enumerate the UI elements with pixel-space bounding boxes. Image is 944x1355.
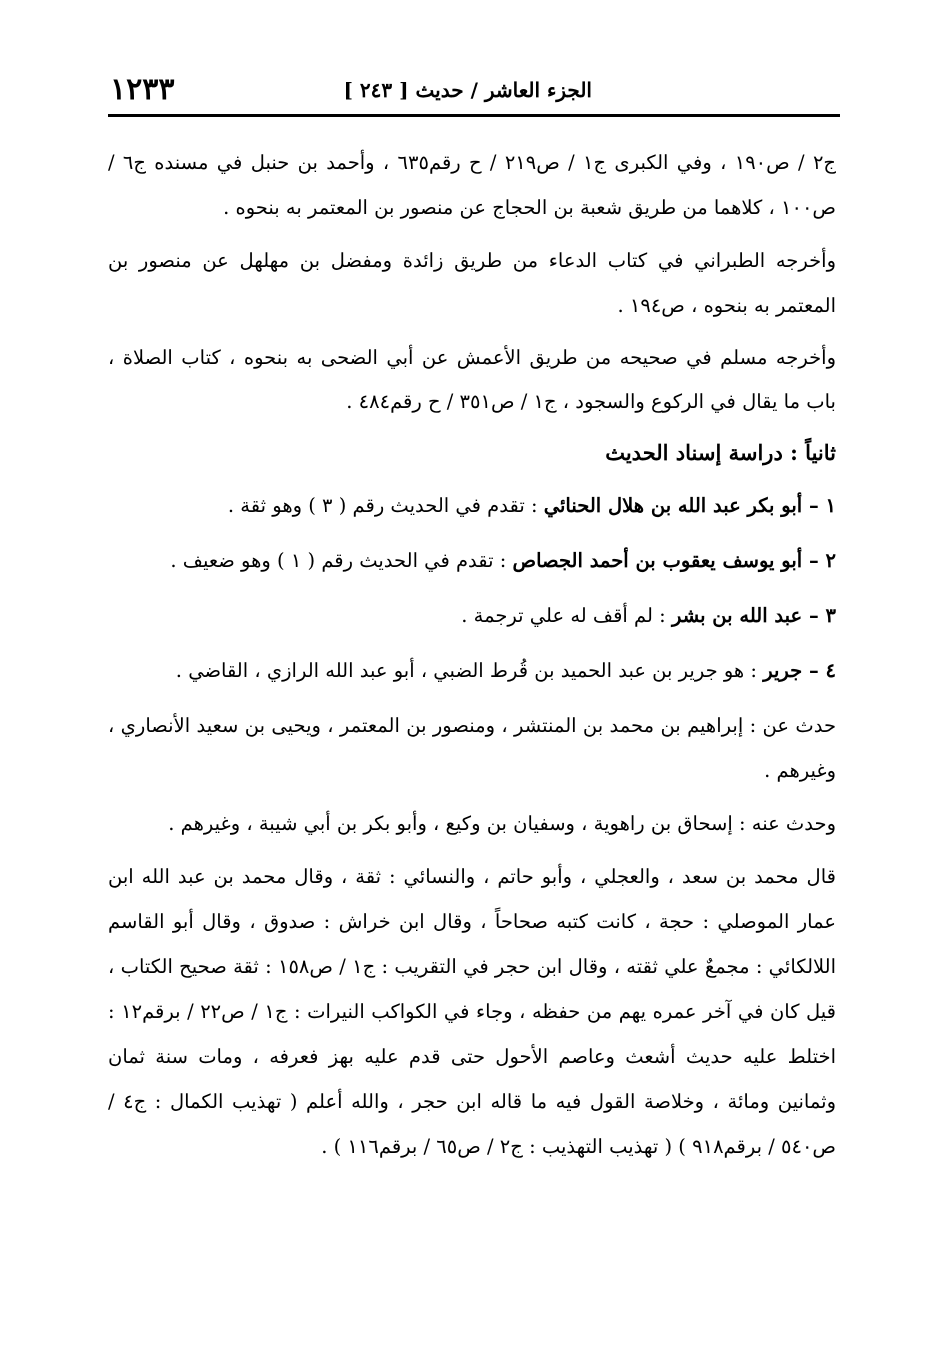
running-header — [108, 70, 838, 112]
paragraph-tabarani: وأخرجه الطبراني في كتاب الدعاء من طريق زائدة ومفضل بن مهلهل عن منصور بن المعتمر به بنحوه ، ص١٩٤ . — [108, 249, 836, 317]
narrator-note: : هو جرير بن عبد الحميد بن قُرط الضبي ، أبو عبد الله الرازي ، القاضي . — [175, 659, 764, 682]
narrator-entry — [108, 648, 836, 693]
narrated-by-paragraph: وحدث عنه : إسحاق بن راهوية ، وسفيان بن وكيع ، وأبو بكر بن أبي شيبة ، وغيرهم . — [168, 812, 836, 835]
narrated-from-paragraph: حدث عن : إبراهيم بن محمد بن المنتشر ، ومنصور بن المعتمر ، ويحيى بن سعيد الأنصاري ، وغيرهم . — [108, 714, 836, 782]
body-text — [108, 140, 836, 1177]
page-number: ١٢٣٣ — [110, 72, 175, 107]
narrator-name: ١ – أبو بكر عبد الله بن هلال الحنائي — [543, 494, 836, 517]
narrator-name: ٢ – أبو يوسف يعقوب بن أحمد الجصاص — [512, 549, 836, 572]
paragraph-muslim: وأخرجه مسلم في صحيحه من طريق الأعمش عن أبي الضحى به بنحوه ، كتاب الصلاة ، باب ما يقال في الركوع والسجود ، ج١ / ص٣٥١ / ح رقم٤٨٤ . — [108, 346, 836, 413]
narrator-note: : لم أقف له علي ترجمة . — [461, 604, 672, 627]
assessment-paragraph: قال محمد بن سعد ، والعجلي ، وأبو حاتم ، والنسائي : ثقة ، وقال محمد بن عبد الله ابن عمار الموصلي : حجة ، كانت كتبه صحاحاً ، وقال ابن خراش : صدوق ، وقال أبو القاسم اللالكائي : مجمعٌ علي ثقته ، وقال ابن حجر في التقريب : ج١ / ص١٥٨ : ثقة صحيح الكتاب ، قيل كان في آخر عمره يهم من حفظه ، وجاء في الكواكب النيرات : ج١ / ص٢٢ / برقم١٢ : اختلط عليه حديث أشعث وعاصم الأحول حتى قدم عليه بهز فعرفه ، ومات سنة ثمان وثمانين ومائة ، وخلاصة القول فيه ما قاله ابن حجر ، والله أعلم ( تهذيب الكمال : ج٤ / ص٥٤٠ / برقم٩١٨ ) ( تهذيب التهذيب : ج٢ / ص٦٥ / برقم١١٦ ) . — [108, 865, 837, 1158]
narrator-note: : تقدم في الحديث رقم ( ١ ) وهو ضعيف . — [170, 549, 513, 572]
narrator-name: ٤ – جرير — [763, 659, 836, 682]
narrator-entry — [108, 483, 836, 528]
narrator-name: ٣ – عبد الله بن بشر — [671, 604, 836, 627]
header-title: الجزء العاشر / حديث [ ٢٤٣ ] — [343, 78, 592, 102]
section-heading: ثانياً : دراسة إسناد الحديث — [605, 440, 836, 465]
narrator-entry — [108, 538, 836, 583]
paragraph-references: ج٢ / ص١٩٠ ، وفي الكبرى ج١ / ص٢١٩ / ح رقم٦٣٥ ، وأحمد بن حنبل في مسنده ج٦ / ص١٠٠ ، كلاهما من طريق شعبة بن الحجاج عن منصور بن المعتمر به بنحوه . — [108, 151, 837, 219]
header-divider — [108, 114, 840, 117]
narrator-note: : تقدم في الحديث رقم ( ٣ ) وهو ثقة . — [227, 494, 544, 517]
narrator-entry — [108, 593, 836, 638]
